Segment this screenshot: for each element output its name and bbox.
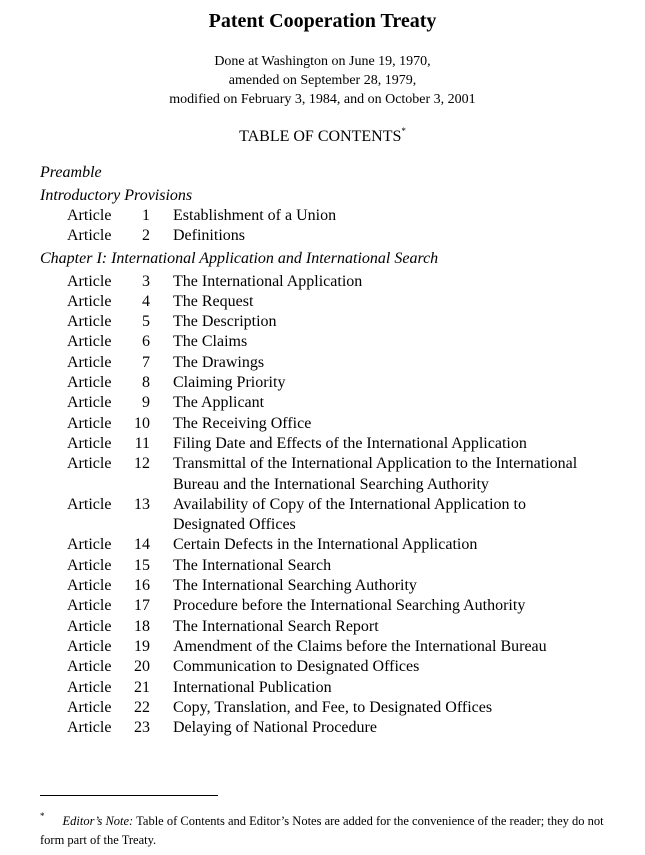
toc-entry-article-16[interactable] [40, 576, 600, 596]
article-label: Article [67, 394, 112, 412]
footnote [40, 807, 610, 850]
article-number: 1 [142, 207, 150, 224]
document-title: Patent Cooperation Treaty [208, 10, 437, 32]
article-number: 17 [134, 597, 150, 615]
article-label: Article [67, 374, 112, 392]
article-label: Article [67, 536, 112, 554]
article-title: Procedure before the International Searching Authority [173, 597, 526, 615]
document-subtitle [0, 52, 645, 109]
article-title: Amendment of the Claims before the International Bureau [173, 637, 547, 655]
toc-entry-article-8[interactable] [40, 373, 600, 393]
article-label: Article [67, 495, 112, 513]
toc-entry-article-7[interactable] [40, 353, 600, 373]
toc-entry-article-2[interactable] [40, 226, 600, 246]
toc-entry-article-3[interactable] [40, 272, 600, 292]
article-title: Filing Date and Effects of the International Application [173, 434, 527, 452]
article-label: Article [67, 292, 112, 310]
toc-entry-article-17[interactable] [40, 596, 600, 616]
article-label: Article [67, 353, 112, 371]
subtitle-line: modified on February 3, 1984, and on October 3, 2001 [169, 92, 476, 107]
toc-entry-article-12[interactable] [40, 454, 600, 495]
article-label: Article [67, 227, 112, 245]
article-title: The International Searching Authority [173, 577, 417, 595]
introductory-articles-list [40, 206, 600, 247]
article-number: 4 [142, 292, 150, 310]
toc-entry-article-4[interactable] [40, 292, 600, 312]
article-label: Article [67, 455, 112, 473]
article-number: 16 [134, 577, 150, 595]
article-number: 9 [142, 394, 150, 412]
toc-entry-article-23[interactable] [40, 718, 600, 738]
toc-entry-article-15[interactable] [40, 556, 600, 576]
footnote-text: Table of Contents and Editor’s Notes are added for the convenience of the reader; they do not form part of the Treaty. [40, 814, 604, 847]
article-number: 21 [134, 678, 150, 696]
article-title: The Applicant [173, 394, 265, 412]
article-title: Delaying of National Procedure [173, 719, 377, 737]
footnote-label: Editor’s Note: [62, 814, 134, 828]
article-label: Article [67, 617, 112, 635]
article-number: 10 [134, 414, 150, 432]
toc-entry-article-19[interactable] [40, 637, 600, 657]
toc-entry-article-10[interactable] [40, 414, 600, 434]
article-title: The Drawings [173, 353, 265, 371]
article-title: The Request [173, 292, 254, 310]
toc-heading-text: TABLE OF CONTENTS [239, 128, 402, 145]
article-label: Article [67, 434, 112, 452]
article-number: 11 [134, 434, 150, 452]
article-title: International Publication [173, 678, 332, 696]
article-label: Article [67, 577, 112, 595]
article-number: 5 [142, 313, 150, 331]
article-title: Claiming Priority [173, 374, 286, 392]
toc-entry-article-21[interactable] [40, 678, 600, 698]
article-number: 7 [142, 353, 150, 371]
article-label: Article [67, 637, 112, 655]
toc-entry-article-5[interactable] [40, 312, 600, 332]
article-number: 18 [134, 617, 150, 635]
article-label: Article [67, 719, 112, 737]
article-number: 19 [134, 637, 150, 655]
article-title: Communication to Designated Offices [173, 658, 420, 676]
toc-entry-article-14[interactable] [40, 535, 600, 555]
toc-entry-article-22[interactable] [40, 698, 600, 718]
toc-heading [0, 126, 645, 146]
article-title: Certain Defects in the International Application [173, 536, 478, 554]
article-number: 6 [142, 333, 150, 351]
article-number: 3 [142, 272, 150, 290]
article-title: The Description [173, 313, 277, 331]
article-label: Article [67, 207, 112, 224]
toc-entry-article-6[interactable] [40, 332, 600, 352]
article-title: The Claims [173, 333, 248, 351]
article-number: 23 [134, 719, 150, 737]
article-title: The International Search Report [173, 617, 379, 635]
article-number: 20 [134, 658, 150, 676]
article-label: Article [67, 313, 112, 331]
article-title: Definitions [173, 227, 245, 245]
footnote-divider [40, 795, 218, 796]
article-title: The Receiving Office [173, 414, 312, 432]
footnote-mark: * [40, 811, 45, 821]
article-label: Article [67, 658, 112, 676]
article-number: 8 [142, 374, 150, 392]
footnote-reference: * [401, 126, 406, 136]
toc-section-preamble[interactable]: Preamble [40, 164, 102, 181]
article-title: Establishment of a Union [173, 207, 337, 224]
subtitle-line: Done at Washington on June 19, 1970, [214, 54, 431, 69]
article-title: The International Application [173, 272, 363, 290]
toc-section-introductory-provisions[interactable]: Introductory Provisions [40, 187, 193, 204]
article-title: The International Search [173, 556, 332, 574]
toc-entry-article-11[interactable] [40, 434, 600, 454]
chapter-1-articles-list [40, 272, 600, 739]
article-title: Transmittal of the International Application to the International Bureau and the International Searching Authority [173, 455, 578, 493]
toc-section-chapter-1[interactable]: Chapter I: International Application and International Search [40, 249, 439, 267]
article-label: Article [67, 556, 112, 574]
article-title: Availability of Copy of the International Application to Designated Offices [173, 495, 526, 534]
toc-entry-article-18[interactable] [40, 617, 600, 637]
article-label: Article [67, 272, 112, 290]
toc-entry-article-20[interactable] [40, 657, 600, 677]
article-label: Article [67, 678, 112, 696]
article-number: 12 [134, 455, 150, 473]
article-label: Article [67, 333, 112, 351]
subtitle-line: amended on September 28, 1979, [228, 73, 417, 88]
article-number: 15 [134, 556, 150, 574]
article-label: Article [67, 414, 112, 432]
article-number: 14 [134, 536, 150, 554]
article-label: Article [67, 597, 112, 615]
article-label: Article [67, 698, 112, 716]
article-number: 13 [134, 495, 150, 513]
toc-entry-article-9[interactable] [40, 393, 600, 413]
table-of-contents [40, 162, 600, 738]
article-number: 2 [142, 227, 150, 245]
article-title: Copy, Translation, and Fee, to Designated Offices [173, 698, 493, 716]
toc-entry-article-13[interactable] [40, 495, 600, 536]
article-number: 22 [134, 698, 150, 716]
toc-entry-article-1[interactable] [40, 206, 600, 226]
